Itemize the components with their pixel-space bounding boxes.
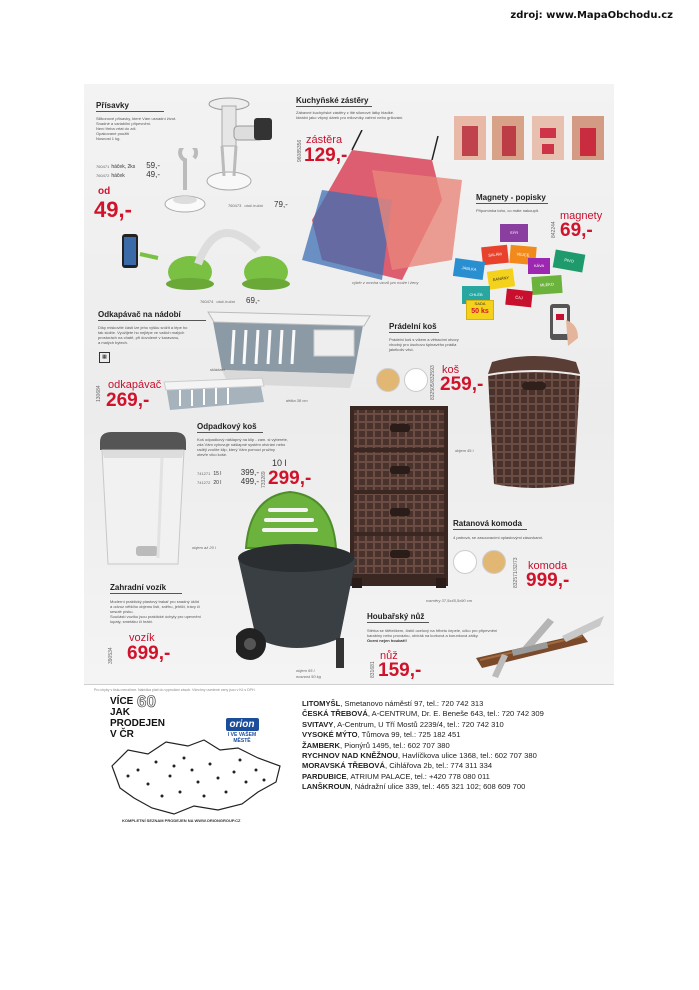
cart-load: nosnost 50 kg [296, 674, 321, 679]
garden-cart-image [236, 488, 358, 678]
store-item: SVITAVY, A-Centrum, U Tří Mostů 2239/4, tel.: 720 742 310 [302, 719, 504, 729]
apron-price: 129,- [304, 145, 348, 166]
commode-size: rozměry 37,5x45,5x90 cm [426, 598, 473, 603]
magnet-tile: BANÁNY [487, 268, 515, 289]
store-item: LITOMYŠL, Smetanovo náměstí 97, tel.: 720 742 313 [302, 699, 484, 708]
magnets-title: Magnety - popisky [476, 193, 546, 202]
trashbin-size: 10 l [272, 458, 287, 468]
magnet-tile: JABLKA [453, 258, 485, 280]
magnets-hand-image [546, 300, 582, 348]
dishrack-code: 130684 [96, 385, 102, 402]
store-item: LANŠKROUN, Nádražní ulice 339, tel.: 465 321 102; 608 609 700 [302, 782, 526, 792]
store-item: VYSOKÉ MÝTO, Tůmova 99, tel.: 725 182 451 [302, 730, 461, 740]
apron-title: Kuchyňské zástěry [296, 96, 369, 105]
dishrack-folded-image [160, 376, 270, 422]
hooks-price-list [96, 161, 160, 179]
promo-badge: 60 [137, 692, 156, 711]
tablet-holder-image [204, 96, 284, 196]
knife-code: 831681 [370, 661, 376, 678]
cart-label: vozík [129, 632, 155, 644]
apron-label: zástěra [306, 134, 343, 146]
price-row: 741272 20 l 499,- [197, 477, 259, 486]
dishrack-note-folding: skládací [210, 367, 225, 372]
orion-logo: orion I VE VAŠEM MĚSTĚ [212, 714, 272, 744]
trashbin-desc: Koš odpadkový nášlapný na klip - zam. si vyberete, zda Vám vyhovuje nášlapné systém otvírání nebo raději zvolíte klip, který Vám pomocí pružiny otevře víko koše. [197, 437, 288, 457]
laundry-code: 832505/832593 [430, 365, 436, 400]
divider [98, 320, 206, 321]
divider [296, 106, 372, 107]
trashbin-price-list [197, 468, 259, 486]
magnet-tiles [448, 222, 598, 312]
magnet-tile: KÁVA [528, 258, 550, 274]
dishrack-price: 269,- [106, 390, 150, 411]
store-item: ŽAMBERK, Pionýrů 1495, tel.: 602 707 380 [302, 740, 450, 750]
apron-variants [450, 114, 610, 162]
trashbin-volume: objem až 20 l [192, 545, 216, 550]
cart-volume: objem 65 l [296, 668, 315, 673]
divider [476, 203, 548, 204]
divider [96, 111, 164, 112]
laundry-desc: Prádelní koš s víkem a větracími otvory vhodný pro úschovu špinavého prádla jakékoliv věci. [389, 337, 459, 352]
hooks-desc: Silikonové přísavky, které Vám usnadní život. Snadné a variabilní připevnění. Není třeba vrtat do zdi. Opakované použití Nosnost 1 kg. [96, 116, 177, 141]
magnets-label: magnety [560, 210, 603, 222]
cart-title: Zahradní vozík [110, 583, 167, 592]
apron-note: výběr z mnoha vzorů pro muže i ženy [352, 280, 419, 285]
knife-title: Houbařský nůž [367, 612, 425, 621]
color-swatch-white [404, 368, 428, 392]
magnet-tile: PIVO [553, 250, 586, 273]
holder-price: 760473 otoč./ruční 79,- [228, 200, 288, 209]
magnet-tile: SÝR [500, 224, 528, 242]
cart-price: 699,- [127, 643, 171, 664]
laundry-label: koš [442, 364, 460, 376]
promo-text: VÍCE JAK PRODEJEN V ČR [110, 696, 166, 740]
dishrack-desc: Díky miskovité části lze jeho výšku snížit a lépe ho tak složte. Využijete ho nejlépe ve vašich malých prostorách na chatě, při dovolené v karavanu, a malých bytech. [98, 325, 188, 345]
store-item: PARDUBICE, ATRIUM PALACE, tel.: +420 778 080 011 [302, 771, 490, 781]
apron-desc: Zábavné kuchyňské zástěry z lité silonové látky hladké. Ideální jako vtipný dárek pro milovníky vaření nebo grilování. [296, 110, 404, 120]
magnets-set-badge: SADA 50 ks [466, 300, 494, 320]
store-item: RYCHNOV NAD KNĚŽNOU, Havlíčkova ulice 1368, tel.: 602 707 380 [302, 751, 537, 761]
trashbin-title: Odpadkový koš [197, 422, 257, 431]
dishrack-note-length: délka 38 cm [286, 398, 308, 403]
trashbin-code: 733269 [261, 471, 267, 488]
divider [84, 684, 614, 685]
commode-image [346, 402, 452, 592]
phone-holder-price: 760474 otoč./ruční 69,- [200, 296, 260, 305]
divider [110, 593, 182, 594]
store-list [302, 699, 544, 793]
commode-code: 832571/32/73 [513, 557, 519, 588]
cart-desc: Moderní praktický plastový trakař pro snadný úklid a odvoz většího objemu listí, sněhu, jehličí, trávy či sesuté písku. Součástí vozíku jsou praktické úchyty pro upevnění lopaty, smetáku či hrábí. [110, 599, 201, 624]
knife-image [462, 612, 606, 684]
color-swatch-white [453, 550, 477, 574]
czech-map [108, 736, 284, 818]
hooks-from-label: od [98, 186, 111, 197]
price-row: 760471 háček, 2ks 59,- [96, 161, 160, 170]
apron-code: 96085356 [297, 139, 303, 162]
divider [389, 332, 439, 333]
store-item: MORAVSKÁ TŘEBOVÁ, Cihlářova 2b, tel.: 774 311 334 [302, 761, 493, 771]
divider [367, 622, 429, 623]
divider [453, 529, 527, 530]
price-row: 741271 15 l 399,- [197, 468, 259, 477]
laundry-volume: objem 45 l [455, 448, 474, 453]
price-row: 760472 háček 49,- [96, 170, 160, 179]
commode-label: komoda [528, 560, 568, 572]
magnet-tile: CHLÉB [462, 286, 490, 304]
magnets-price: 69,- [560, 220, 593, 241]
laundry-basket-image [484, 352, 584, 492]
laundry-title: Prádelní koš [389, 322, 437, 331]
hook-image [160, 148, 210, 218]
color-swatch-beige [482, 550, 506, 574]
knife-desc: Stěrka se štětečkem, čistič ocelový na hřbetu čepele, očko pro připevnění karabiny nebo provázku, otvírák na korková a korunková zátky. Ocení nejen houbaři! [367, 628, 498, 643]
dishwasher-safe-icon: ▦ [99, 352, 110, 363]
commode-desc: 4 patrová, se zasouvacími oplastovými zásuvkami. [453, 535, 543, 540]
laundry-price: 259,- [440, 374, 484, 395]
magnet-tile: SALÁM [481, 245, 509, 266]
phone-holder-image [118, 220, 298, 300]
magnets-code: 842244 [551, 221, 557, 238]
knife-price: 159,- [378, 660, 422, 681]
magnet-tile: VEJCE [509, 245, 536, 265]
hooks-from-price: 49,- [94, 197, 132, 222]
magnet-tile: ČAJ [505, 289, 533, 308]
trashbin-price: 299,- [268, 468, 312, 489]
promo-footer: KOMPLETNÍ SEZNAM PRODEJEN NA WWW.ORIONGROUP.CZ [122, 818, 241, 823]
dishrack-title: Odkapávač na nádobí [98, 310, 181, 319]
cart-code: 390534 [108, 647, 114, 664]
disclaimer: Pro chyby v tisku neručíme. Nabídka platí do vyprodání zásob. Všechny uvedené ceny jsou v Kč s DPH. [94, 688, 256, 692]
trashbin-image [92, 428, 192, 572]
dishrack-label: odkapávač [108, 379, 162, 391]
magnets-desc: Připomínka toho, co máte nakoupit. [476, 208, 539, 213]
store-item: ČESKÁ TŘEBOVÁ, A-CENTRUM, Dr. E. Beneše 643, tel.: 720 742 309 [302, 709, 544, 719]
commode-title: Ratanová komoda [453, 519, 522, 528]
divider [197, 432, 263, 433]
source-label: zdroj: www.MapaObchodu.cz [510, 10, 673, 21]
magnet-tile: MLÉKO [531, 275, 562, 295]
commode-price: 999,- [526, 570, 570, 591]
knife-label: nůž [380, 650, 398, 662]
color-swatch-beige [376, 368, 400, 392]
hooks-title: Přísavky [96, 101, 129, 110]
